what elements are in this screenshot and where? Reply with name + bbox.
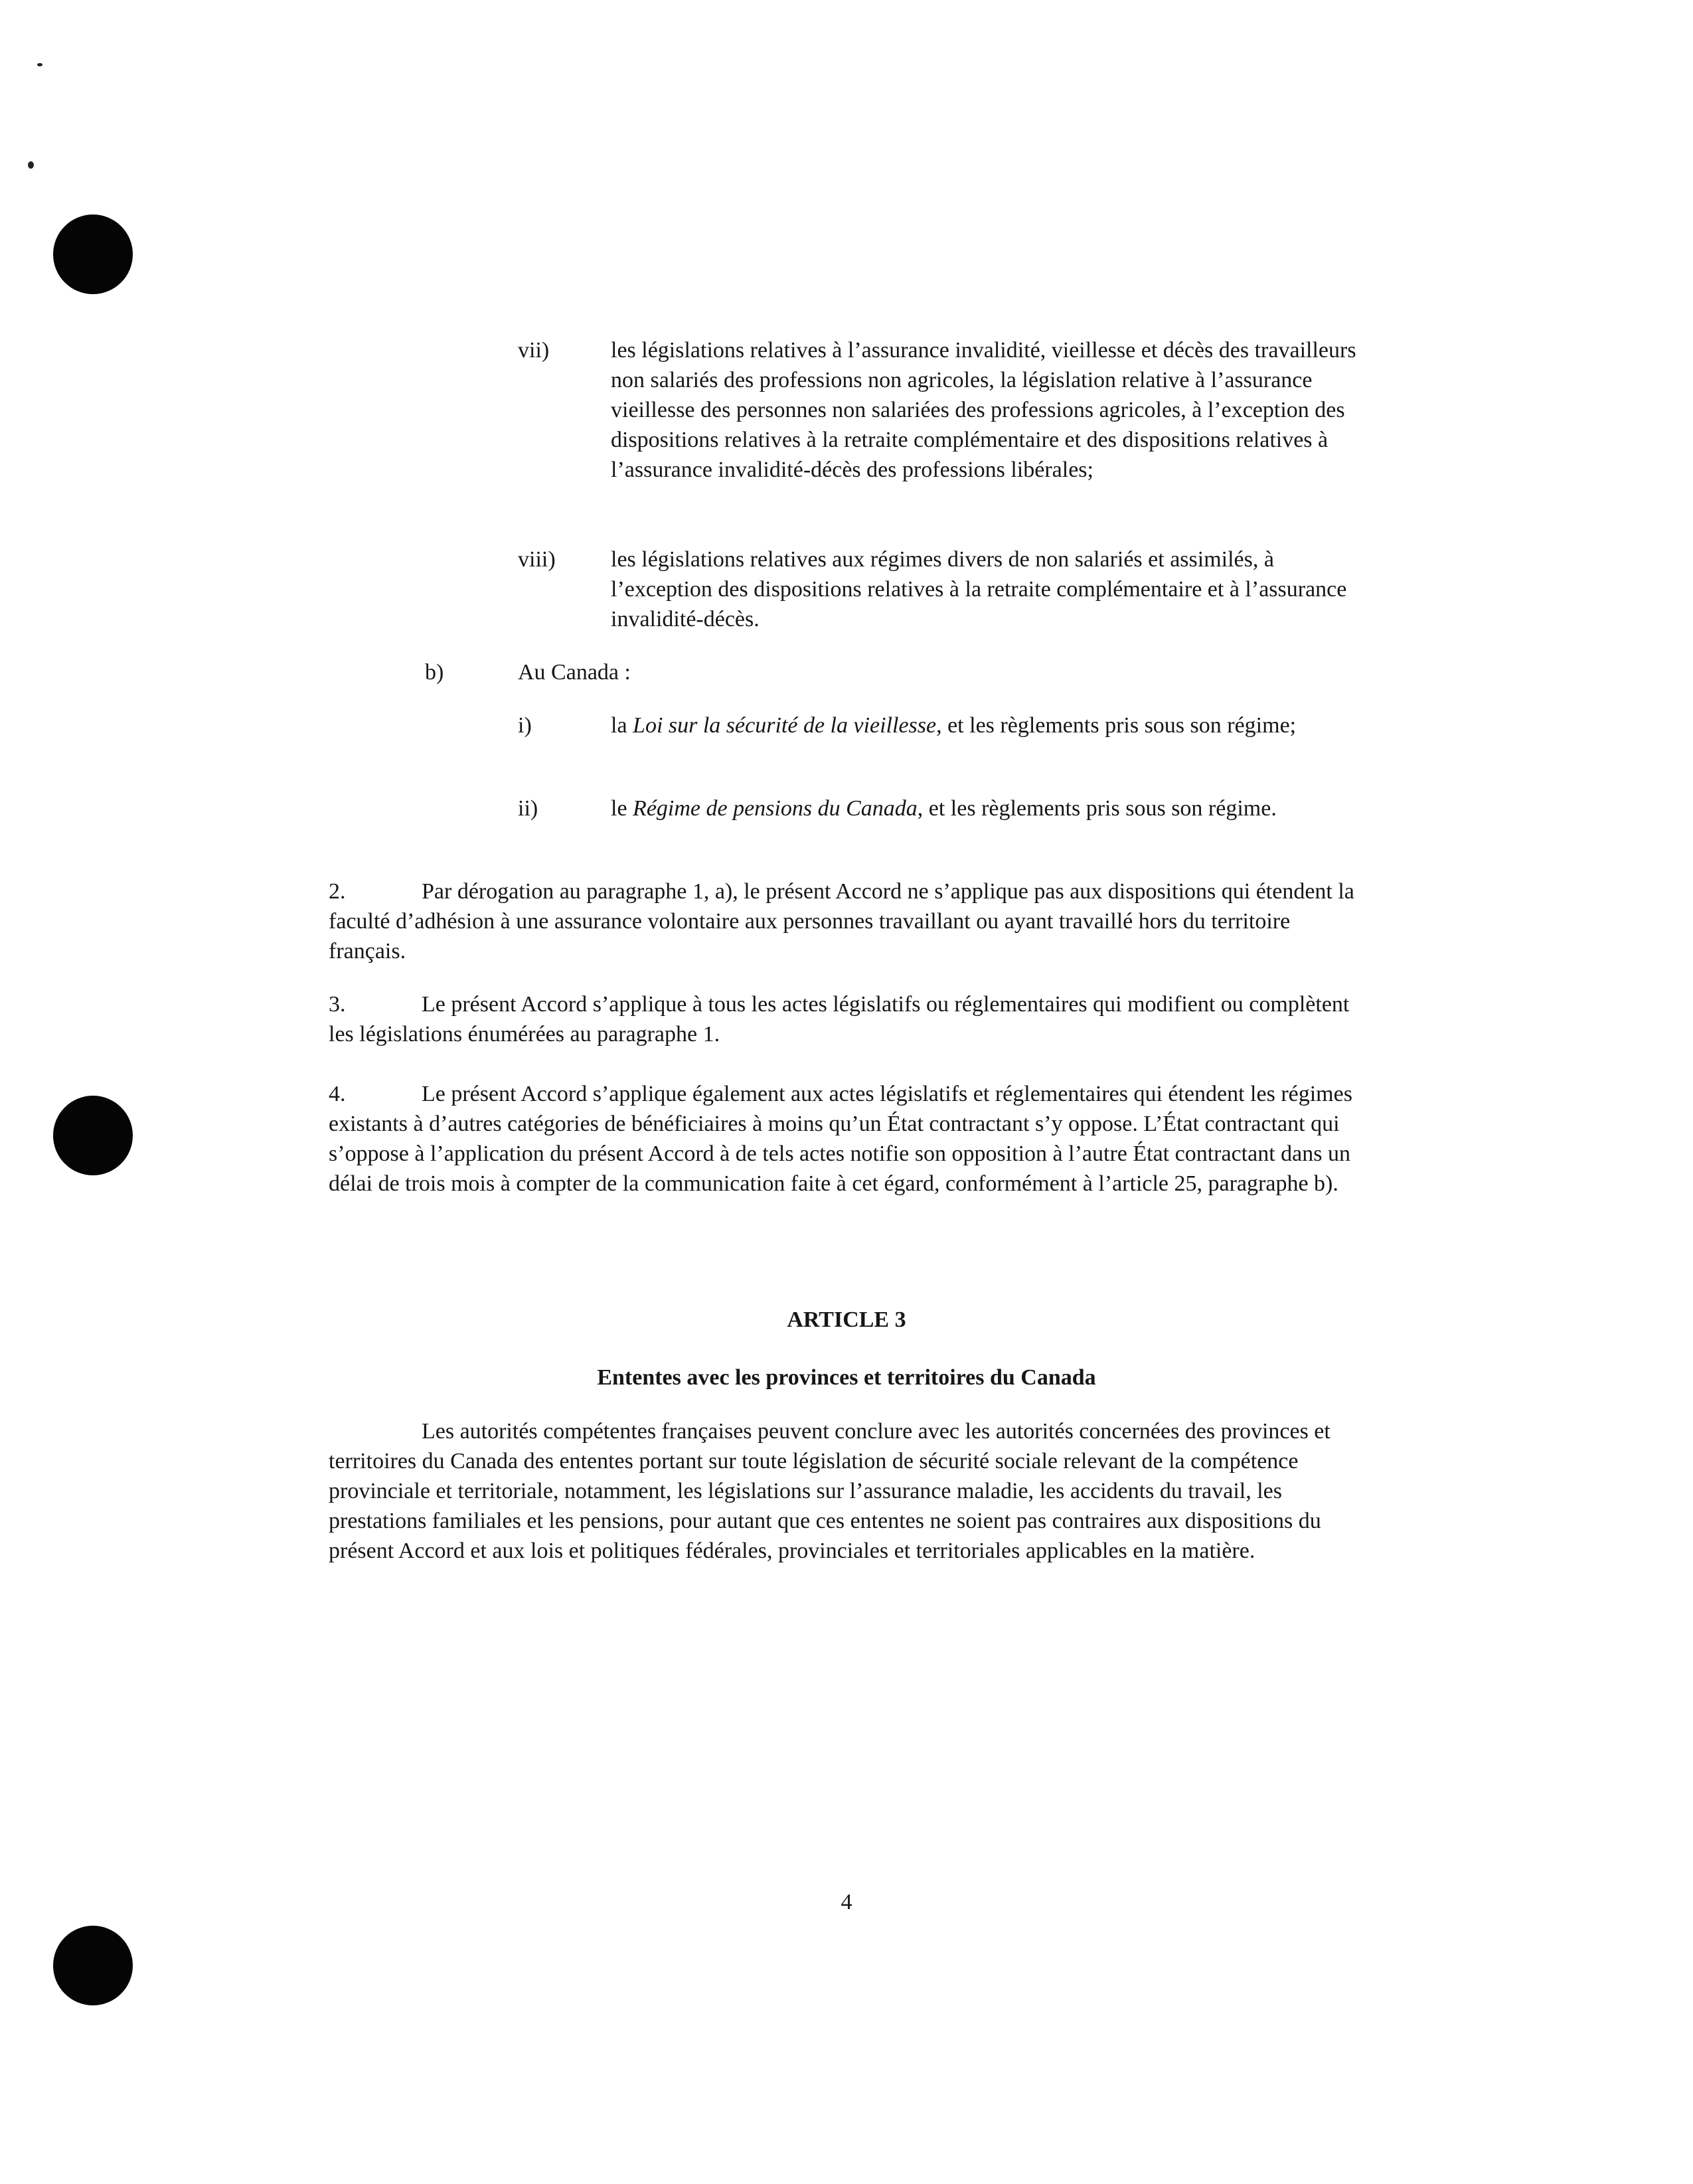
- section-b-title: Au Canada :: [518, 660, 631, 685]
- law-title: Régime de pensions du Canada: [633, 796, 918, 821]
- punch-hole-bottom: [53, 1926, 133, 2005]
- law-title: Loi sur la sécurité de la vieillesse: [633, 713, 937, 738]
- paragraph-number: 3.: [329, 992, 346, 1017]
- article-body: Les autorités compétentes françaises peuvent conclure avec les autorités concernées des provinces et territoires du Canada des ententes portant sur toute législation de sécurité sociale relevant de la compétence provinciale et territoriale, notamment, les législations sur l’assurance maladie, les accidents du travail, les prestations familiales et les pensions, pour autant que ces ententes ne soient pas contraires aux dispositions du présent Accord et aux lois et politiques fédérales, provinciales et territoriales applicables en la matière.: [329, 1419, 1330, 1563]
- text-suffix: , et les règlements pris sous son régime;: [936, 713, 1297, 738]
- paragraph-4: [329, 1079, 1371, 1199]
- article-heading: ARTICLE 3: [787, 1307, 906, 1332]
- list-item-text: [611, 711, 1341, 740]
- text-suffix: , et les règlements pris sous son régime.: [917, 796, 1277, 821]
- list-item-label: ii): [518, 796, 538, 821]
- page-number: 4: [841, 1890, 852, 1914]
- paragraph-text: Le présent Accord s’applique à tous les actes législatifs ou réglementaires qui modifient ou complètent les législations énumérées au paragraphe 1.: [329, 992, 1350, 1047]
- article-title: Ententes avec les provinces et territoires du Canada: [597, 1365, 1096, 1390]
- list-item-text: [611, 794, 1341, 823]
- section-b-label: b): [425, 660, 444, 685]
- paragraph-number: 2.: [329, 879, 346, 904]
- punch-hole-middle: [53, 1096, 133, 1175]
- list-item-label: viii): [518, 547, 556, 572]
- list-item-label: vii): [518, 338, 550, 363]
- list-item-label: i): [518, 713, 532, 738]
- text-prefix: le: [611, 796, 633, 821]
- paragraph-3: [329, 989, 1371, 1049]
- paragraph-2: [329, 877, 1371, 966]
- paragraph-text: Le présent Accord s’applique également aux actes législatifs et réglementaires qui étendent les régimes existants à d’autres catégories de bénéficiaires à moins qu’un État contractant s’y oppose. L’État contractant qui s’oppose à l’application du présent Accord à de tels actes notifie son opposition à l’autre État contractant dans un délai de trois mois à compter de la communication faite à cet égard, conformément à l’article 25, paragraphe b).: [329, 1082, 1352, 1196]
- list-item-text: les législations relatives à l’assurance invalidité, vieillesse et décès des travailleurs non salariés des professions non agricoles, la législation relative à l’assurance vieillesse des personnes non salariées des professions agricoles, à l’exception des dispositions relatives à la retraite complémentaire et des dispositions relatives à l’assurance invalidité-décès des professions libérales;: [611, 338, 1356, 482]
- list-item-text: les législations relatives aux régimes divers de non salariés et assimilés, à l’exception des dispositions relatives à la retraite complémentaire et à l’assurance invalidité-décès.: [611, 547, 1347, 631]
- paragraph-text: Par dérogation au paragraphe 1, a), le présent Accord ne s’applique pas aux dispositions qui étendent la faculté d’adhésion à une assurance volontaire aux personnes travaillant ou ayant travaillé hors du territoire français.: [329, 879, 1354, 964]
- scan-speck: [28, 161, 34, 169]
- paragraph-number: 4.: [329, 1082, 346, 1106]
- scan-speck: [37, 63, 42, 66]
- text-prefix: la: [611, 713, 633, 738]
- punch-hole-top: [53, 214, 133, 294]
